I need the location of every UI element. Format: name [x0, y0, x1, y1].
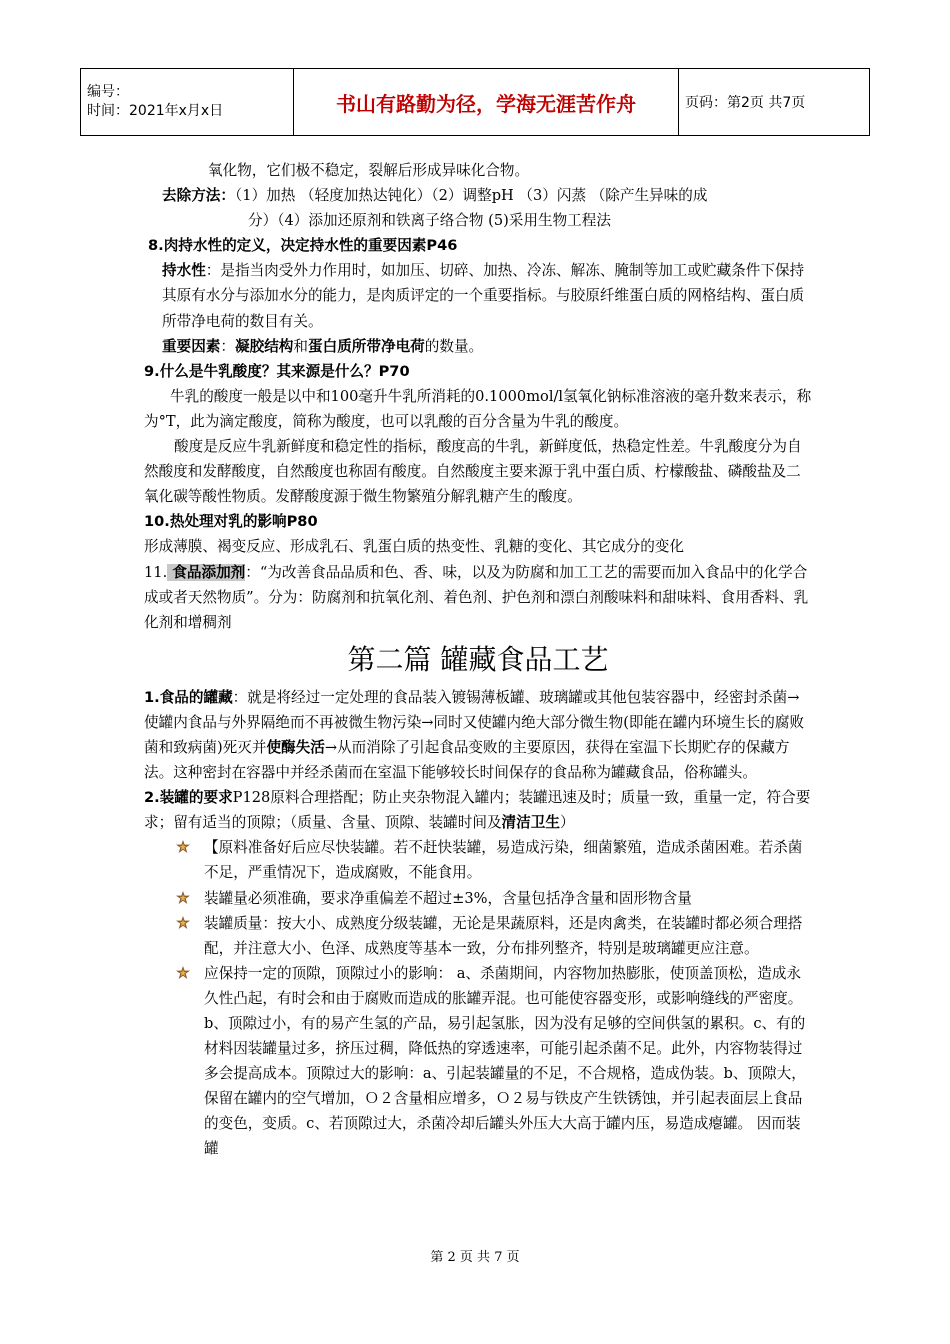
- page-footer: 第 2 页 共 7 页: [430, 1250, 520, 1265]
- filling-bold: 清洁卫生: [501, 814, 560, 832]
- header-info-cell: [81, 69, 294, 136]
- list-item: [174, 911, 812, 961]
- canning-definition: [144, 685, 812, 785]
- food-additives: [144, 560, 812, 635]
- header-page-label: 页码：第2页 共7页: [679, 69, 870, 136]
- star-bullet-icon: [176, 840, 190, 854]
- factor-sep: ：: [220, 337, 235, 355]
- canning-bold: 使酶失活: [266, 738, 325, 756]
- section-title: 第二篇 罐藏食品工艺: [347, 642, 609, 676]
- factor-and: 和: [293, 337, 308, 355]
- milk-acidity-1: 牛乳的酸度一般是以中和100毫升牛乳所消耗的0.1000mol/l氢氧化钠标准溶液的毫升数来表示，称为°T，此为滴定酸度，简称为酸度，也可以乳酸的百分含量为牛乳的酸度。: [144, 387, 812, 430]
- factor-b: 蛋白质所带净电荷: [308, 337, 425, 355]
- filling-text-a: P128原料合理搭配；防止夹杂物混入罐内；装罐迅速及时；质量一致，重量一定，符合要求；留有适当的顶隙；（质量、含量、顶隙、装罐时间及: [144, 789, 811, 832]
- filling-requirements: [144, 785, 812, 835]
- list-item: [174, 886, 812, 911]
- heat-effects: 形成薄膜、褐变反应、形成乳石、乳蛋白质的热变性、乳糖的变化、其它成分的变化: [144, 538, 684, 556]
- removal-text-1: （1）加热 （轻度加热达钝化）（2）调整pH （3）闪蒸 （除产生异味的成: [234, 187, 708, 205]
- whc-text: ：是指当肉受外力作用时，如加压、切碎、加热、冷冻、解冻、腌制等加工或贮藏条件下保持其原有水分与添加水分的能力，是肉质评定的一个重要指标。与胶原纤维蛋白质的网格结构、蛋白质所带净电荷的数目有关。: [162, 262, 805, 330]
- factor-label: 重要因素: [162, 337, 221, 355]
- factor-a: 凝胶结构: [235, 337, 294, 355]
- food-additive-text: ：“为改善食品品质和色、香、味，以及为防腐和加工工艺的需要而加入食品中的化学合成或者天然物质”。分为：防腐剂和抗氧化剂、着色剂、护色剂和漂白剂酸味料和甜味料、食用香料、乳化剂和增稠剂: [144, 563, 809, 631]
- list-item: [174, 961, 812, 1162]
- question-10: 10.热处理对乳的影响P80: [144, 513, 318, 531]
- star-bullet-icon: [176, 966, 190, 980]
- filling-text-b: ）: [559, 814, 575, 832]
- removal-label: 去除方法：: [162, 187, 235, 205]
- filling-bullet-list: [144, 835, 812, 1161]
- star-bullet-icon: [176, 891, 190, 905]
- important-factors: [144, 334, 812, 359]
- water-holding-definition: [144, 258, 812, 333]
- question-9: 9.什么是牛乳酸度？其来源是什么？P70: [144, 362, 410, 380]
- date-label: 时间：2021年x月x日: [87, 103, 224, 119]
- bullet-text: 应保持一定的顶隙，顶隙过小的影响： a、杀菌期间，内容物加热膨胀，使顶盖顶松，造成永久性凸起，有时会和由于腐败而造成的胀罐弄混。也可能使容器变形，或影响缝线的严密度。b、顶隙过小，有的易产生氢的产品，易引起氢胀，因为没有足够的空间供氢的累积。c、有的材料因装罐量过多，挤压过稠，降低热的穿透速率，可能引起杀菌不足。此外，内容物装得过多会提高成本。顶隙过大的影响：a、引起装罐量的不足，不合规格，造成伪装。b、顶隙大，保留在罐内的空气增加，Ｏ２含量相应增多，Ｏ２易与铁皮产生铁锈蚀，并引起表面层上食品的变色，变质。c、若顶隙过大，杀菌冷却后罐头外压大大高于罐内压，易造成瘪罐。 因而装罐: [204, 964, 806, 1158]
- list-item: [174, 835, 812, 885]
- canning-label: 1.食品的罐藏: [144, 688, 233, 706]
- filling-label: 2.装罐的要求: [144, 789, 233, 807]
- header-motto: 书山有路勤为径，学海无涯苦作舟: [294, 69, 679, 136]
- removal-methods: [144, 183, 812, 233]
- bullet-text: 【原料准备好后应尽快装罐。若不赶快装罐，易造成污染，细菌繁殖，造成杀菌困难。若杀菌不足，严重情况下，造成腐败，不能食用。: [204, 839, 803, 882]
- question-8: 8.肉持水性的定义，决定持水性的重要因素P46: [148, 237, 458, 255]
- paragraph-oxide: 氧化物，它们极不稳定，裂解后形成异味化合物。: [208, 162, 530, 179]
- canning-text-b: →从而消除了引起食品变败的主要原因，获得在室温下长期贮存的保藏方法。这种密封在容器中并经杀菌而在室温下能够较长时间保存的食品称为罐藏食品，俗称罐头。: [144, 738, 790, 782]
- number-label: 编号：: [87, 84, 129, 100]
- whc-label: 持水性: [162, 262, 206, 280]
- q11-number: 11.: [144, 563, 168, 581]
- bullet-text: 装罐质量：按大小、成熟度分级装罐，无论是果蔬原料，还是肉禽类，在装罐时都必须合理搭配，并注意大小、色泽、成熟度等基本一致，分布排列整齐，特别是玻璃罐更应注意。: [204, 914, 803, 957]
- header-table: [80, 68, 870, 136]
- factor-end: 的数量。: [424, 337, 484, 355]
- removal-text-2: 分）（4）添加还原剂和铁离子络合物 (5)采用生物工程法: [248, 212, 611, 230]
- bullet-text: 装罐量必须准确，要求净重偏差不超过±3%，含量包括净含量和固形物含量: [204, 889, 692, 907]
- milk-acidity-2: 酸度是反应牛乳新鲜度和稳定性的指标，酸度高的牛乳，新鲜度低，热稳定性差。牛乳酸度分为自然酸度和发酵酸度，自然酸度也称固有酸度。自然酸度主要来源于乳中蛋白质、柠檬酸盐、磷酸盐及二氧化碳等酸性物质。发酵酸度源于微生物繁殖分解乳糖产生的酸度。: [144, 438, 802, 506]
- star-bullet-icon: [176, 916, 190, 930]
- food-additive-label: 食品添加剂: [167, 563, 246, 581]
- canning-text-a: ：就是将经过一定处理的食品装入镀锡薄板罐、玻璃罐或其他包装容器中，经密封杀菌→使罐内食品与外界隔绝而不再被微生物污染→同时又使罐内绝大部分微生物(即能在罐内环境生长的腐败菌和致病菌)死灭并: [144, 688, 805, 756]
- document-body: [144, 158, 812, 1162]
